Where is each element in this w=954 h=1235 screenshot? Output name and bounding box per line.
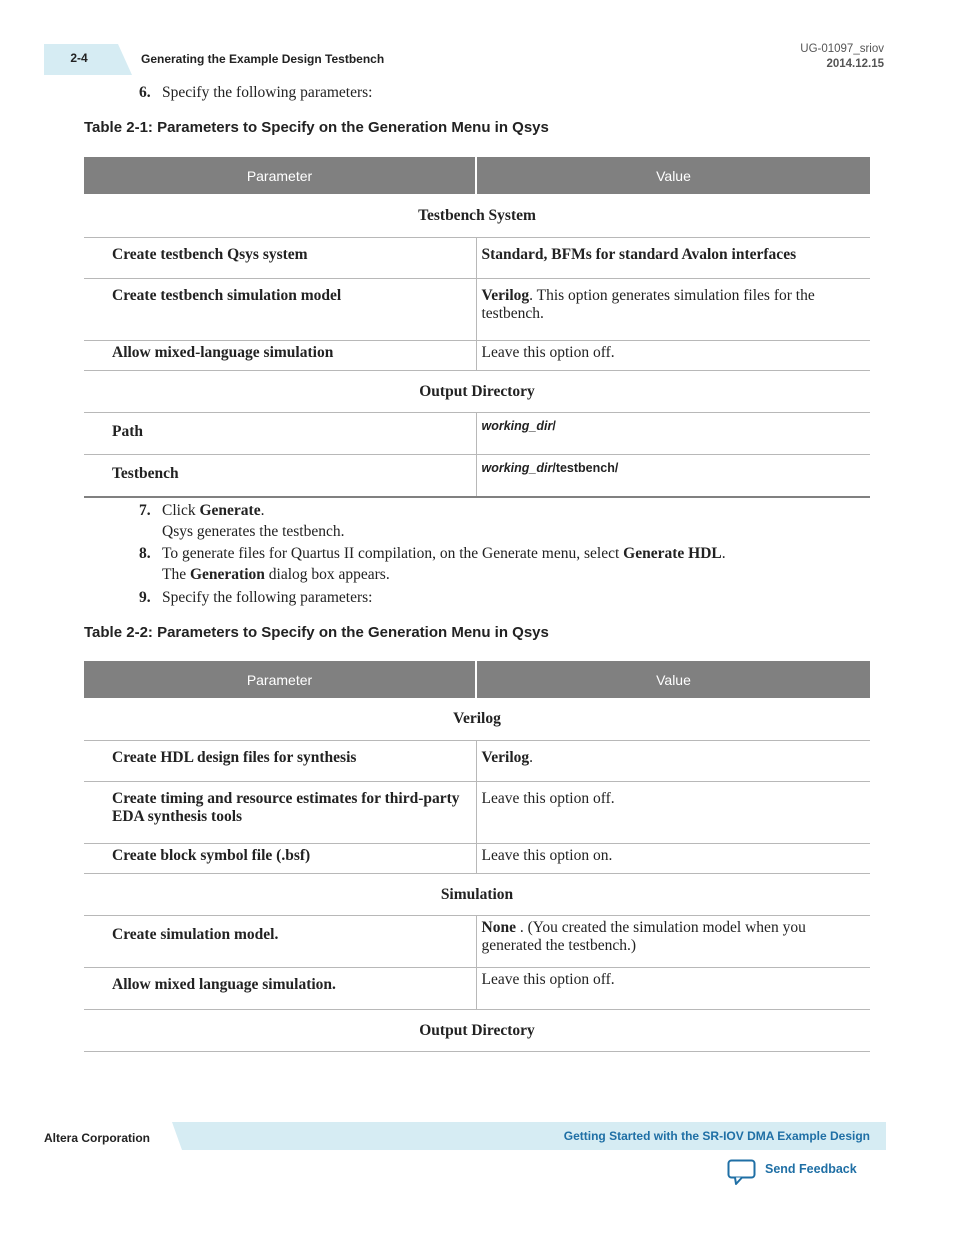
value-text: . (You created the simulation model when you generated the testbench.): [481, 919, 806, 954]
step-result: [139, 564, 726, 585]
parameter-cell: Create simulation model.: [84, 916, 476, 968]
step-text: Specify the following parameters:: [162, 589, 373, 606]
step-result: Qsys generates the testbench.: [162, 523, 345, 540]
table-row: [84, 341, 870, 371]
value-emphasis: None: [481, 919, 516, 936]
table-section-row: [84, 698, 870, 741]
parameter-cell: Create testbench Qsys system: [84, 238, 476, 279]
document-id: UG-01097_sriov: [800, 43, 884, 55]
value-cell: Standard, BFMs for standard Avalon interfaces: [476, 238, 870, 279]
document-date: 2014.12.15: [826, 58, 884, 70]
step-number: 9.: [139, 589, 151, 606]
section-heading: Testbench System: [84, 194, 870, 238]
table-section-row: [84, 1010, 870, 1052]
parameter-cell: Create block symbol file (.bsf): [84, 844, 476, 874]
table-row: [84, 968, 870, 1010]
table-1-caption: Table 2-1: Parameters to Specify on the Generation Menu in Qsys: [84, 119, 549, 136]
section-heading: Output Directory: [84, 371, 870, 413]
value-placeholder: working_dir: [481, 419, 553, 433]
column-header-value: Value: [476, 661, 870, 698]
table-row: [84, 413, 870, 455]
step-6: [139, 82, 372, 103]
step-text-end: .: [721, 545, 726, 562]
value-placeholder: working_dir: [481, 461, 553, 475]
table-row: [84, 782, 870, 844]
step-number: 8.: [139, 545, 151, 562]
value-cell: [476, 741, 870, 782]
step-text: To generate files for Quartus II compilation, on the Generate menu, select: [162, 545, 624, 562]
value-cell: [476, 455, 870, 497]
table-row: [84, 916, 870, 968]
table-row: [84, 741, 870, 782]
ui-term: Generation: [189, 566, 265, 583]
send-feedback-link[interactable]: [727, 1157, 867, 1187]
ui-term: Generate: [199, 502, 261, 519]
value-text: .: [529, 749, 534, 766]
value-emphasis: Verilog: [481, 287, 530, 304]
table-section-row: [84, 371, 870, 413]
section-heading: Verilog: [84, 698, 870, 741]
parameter-cell: Create timing and resource estimates for third-party EDA synthesis tools: [84, 782, 476, 844]
column-header-parameter: Parameter: [84, 661, 476, 698]
step-text: Click: [162, 502, 200, 519]
value-text: /testbench/: [552, 461, 619, 475]
table-row: [84, 238, 870, 279]
send-feedback-label: Send Feedback: [765, 1162, 857, 1176]
table-2-caption: Table 2-2: Parameters to Specify on the Generation Menu in Qsys: [84, 624, 549, 641]
parameter-cell: Path: [84, 413, 476, 455]
value-cell: [476, 279, 870, 341]
table-section-row: [84, 194, 870, 238]
value-cell: Leave this option off.: [476, 782, 870, 844]
step-result-text: The: [162, 566, 190, 583]
step-7: [139, 500, 345, 542]
value-cell: Leave this option off.: [476, 968, 870, 1010]
table-row: [84, 279, 870, 341]
column-header-value: Value: [476, 157, 870, 194]
document-title-link[interactable]: Getting Started with the SR-IOV DMA Example Design: [563, 1129, 870, 1143]
parameter-cell: Allow mixed-language simulation: [84, 341, 476, 371]
value-text: /: [552, 419, 556, 433]
value-text: . This option generates simulation files for the testbench.: [481, 287, 815, 322]
table-section-row: [84, 874, 870, 916]
table-header-row: [84, 157, 870, 194]
value-emphasis: Verilog: [481, 749, 530, 766]
table-row: [84, 455, 870, 497]
parameters-table-2: [84, 661, 870, 1052]
step-text: Specify the following parameters:: [162, 84, 373, 101]
parameter-cell: Create testbench simulation model: [84, 279, 476, 341]
value-cell: [476, 413, 870, 455]
parameter-cell: Testbench: [84, 455, 476, 497]
step-8: [139, 543, 726, 585]
value-cell: [476, 916, 870, 968]
ui-term: Generate HDL: [623, 545, 722, 562]
step-9: [139, 587, 372, 608]
company-name: Altera Corporation: [44, 1131, 151, 1145]
parameter-cell: Create HDL design files for synthesis: [84, 741, 476, 782]
speech-bubble-icon: [727, 1159, 757, 1186]
parameter-cell: Allow mixed language simulation.: [84, 968, 476, 1010]
table-row: [84, 844, 870, 874]
page-number: 2-4: [70, 51, 88, 65]
section-heading: Output Directory: [84, 1010, 870, 1052]
section-heading: Simulation: [84, 874, 870, 916]
step-text-end: .: [260, 502, 265, 519]
table-header-row: [84, 661, 870, 698]
running-section-title: Generating the Example Design Testbench: [141, 52, 385, 66]
value-cell: Leave this option on.: [476, 844, 870, 874]
step-number: 7.: [139, 502, 151, 519]
value-cell: Leave this option off.: [476, 341, 870, 371]
column-header-parameter: Parameter: [84, 157, 476, 194]
step-result-text-end: dialog box appears.: [264, 566, 390, 583]
parameters-table-1: [84, 157, 870, 498]
step-number: 6.: [139, 84, 151, 101]
